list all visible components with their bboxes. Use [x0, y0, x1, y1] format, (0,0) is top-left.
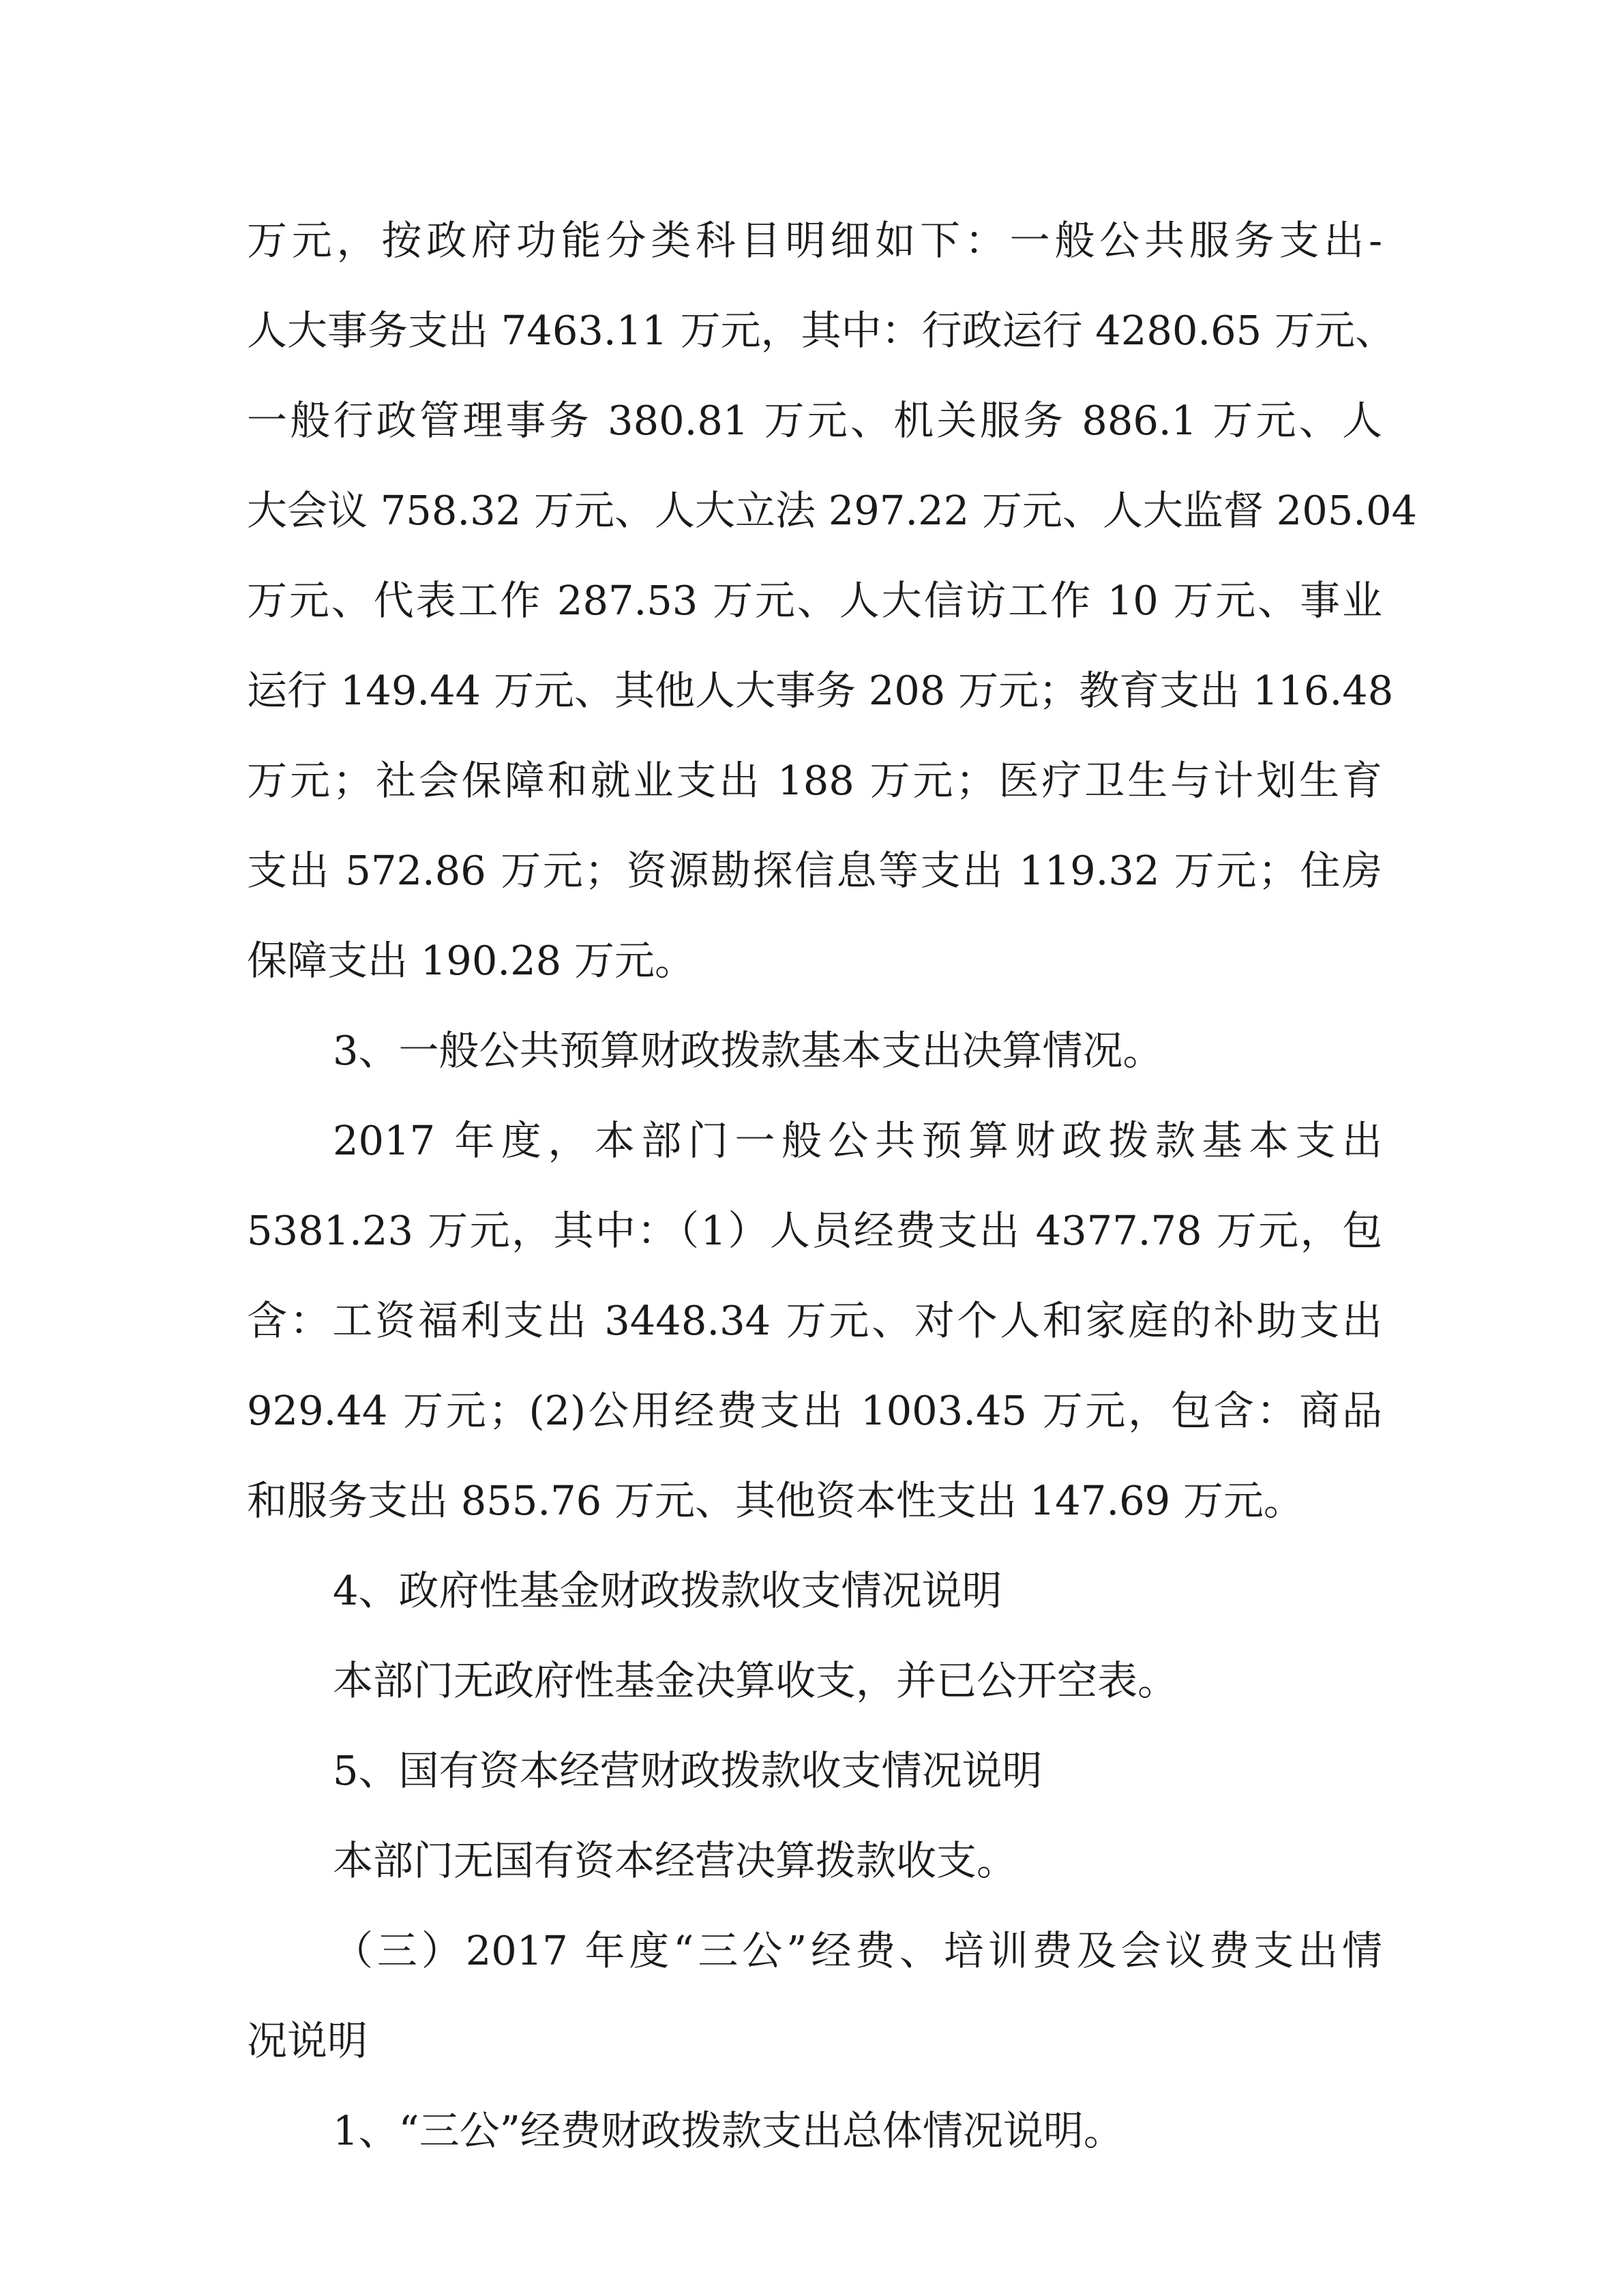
- body-line-2: 人大事务支出 7463.11 万元，其中：行政运行 4280.65 万元、: [247, 307, 1395, 354]
- body-line-14: 929.44 万元；(2)公用经费支出 1003.45 万元，包含：商品: [247, 1387, 1382, 1434]
- section-heading-4: 4、政府性基金财政拨款收支情况说明: [333, 1567, 1002, 1614]
- body-line-17: 本部门无政府性基金决算收支，并已公开空表。: [333, 1657, 1178, 1704]
- body-line-13: 含：工资福利支出 3448.34 万元、对个人和家庭的补助支出: [247, 1297, 1382, 1344]
- body-line-9: 保障支出 190.28 万元。: [247, 937, 695, 984]
- body-line-7: 万元；社会保障和就业支出 188 万元；医疗卫生与计划生育: [247, 757, 1382, 804]
- body-line-12: 5381.23 万元，其中：（1）人员经费支出 4377.78 万元，包: [247, 1207, 1382, 1254]
- section-heading-3: 3、一般公共预算财政拨款基本支出决算情况。: [333, 1027, 1163, 1074]
- body-line-4: 大会议 758.32 万元、人大立法 297.22 万元、人大监督 205.04: [247, 487, 1418, 534]
- section-heading-san-cont: 况说明: [247, 2017, 368, 2064]
- subsection-heading-1: 1、“三公”经费财政拨款支出总体情况说明。: [333, 2107, 1124, 2154]
- body-line-11: 2017 年度，本部门一般公共预算财政拨款基本支出: [333, 1117, 1382, 1164]
- body-line-15: 和服务支出 855.76 万元、其他资本性支出 147.69 万元。: [247, 1477, 1304, 1524]
- body-line-5: 万元、代表工作 287.53 万元、人大信访工作 10 万元、事业: [247, 577, 1382, 624]
- body-line-8: 支出 572.86 万元；资源勘探信息等支出 119.32 万元；住房: [247, 847, 1382, 894]
- body-line-6: 运行 149.44 万元、其他人大事务 208 万元；教育支出 116.48: [247, 667, 1394, 714]
- body-line-3: 一般行政管理事务 380.81 万元、机关服务 886.1 万元、人: [247, 397, 1382, 444]
- body-line-1: 万元，按政府功能分类科目明细如下：一般公共服务支出-: [247, 217, 1382, 264]
- section-heading-san: （三）2017 年度“三公”经费、培训费及会议费支出情: [333, 1927, 1382, 1974]
- section-heading-5: 5、国有资本经营财政拨款收支情况说明: [333, 1747, 1043, 1794]
- body-line-19: 本部门无国有资本经营决算拨款收支。: [333, 1837, 1017, 1884]
